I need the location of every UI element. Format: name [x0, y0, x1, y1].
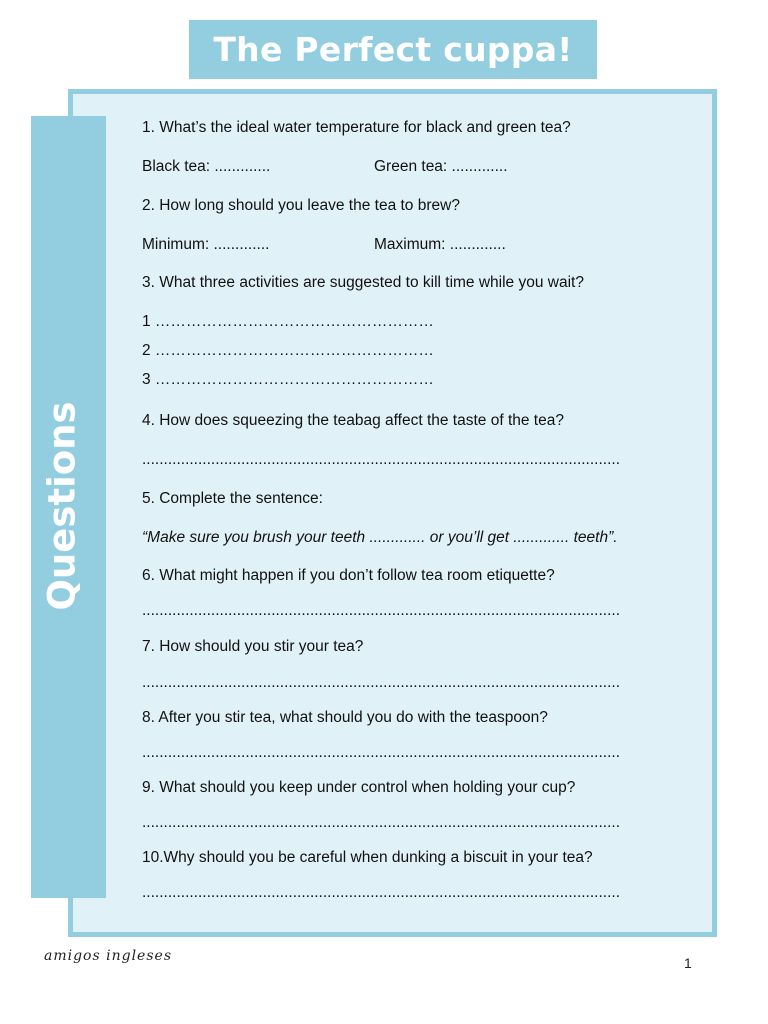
question-9: 9. What should you keep under control when holding your cup?	[142, 779, 576, 796]
page-title: The Perfect cuppa!	[213, 30, 573, 69]
answer-activity-2: 2 ………………………………………………	[142, 342, 434, 359]
question-2: 2. How long should you leave the tea to brew?	[142, 197, 460, 214]
answer-green-tea: Green tea: .............	[374, 158, 508, 175]
answer-minimum: Minimum: .............	[142, 236, 270, 253]
answer-line-10: ...............................................................................................................	[142, 884, 621, 901]
questions-panel	[68, 89, 717, 937]
answer-line-8: ...............................................................................................................	[142, 744, 621, 761]
brand-logo: amigos ingleses	[44, 948, 172, 964]
question-8: 8. After you stir tea, what should you do with the teaspoon?	[142, 709, 548, 726]
answer-activity-1: 1 ………………………………………………	[142, 313, 434, 330]
title-banner	[189, 20, 597, 79]
question-6: 6. What might happen if you don’t follow tea room etiquette?	[142, 567, 555, 584]
question-1: 1. What’s the ideal water temperature for black and green tea?	[142, 119, 571, 136]
question-4: 4. How does squeezing the teabag affect the taste of the tea?	[142, 412, 564, 429]
answer-line-4: ...............................................................................................................	[142, 451, 621, 468]
answer-line-7: ...............................................................................................................	[142, 674, 621, 691]
sentence-to-complete: “Make sure you brush your teeth ............. or you’ll get ............. teeth”.	[142, 529, 618, 546]
answer-line-9: ...............................................................................................................	[142, 814, 621, 831]
page-number: 1	[684, 955, 692, 971]
answer-black-tea: Black tea: .............	[142, 158, 271, 175]
question-3: 3. What three activities are suggested to kill time while you wait?	[142, 274, 584, 291]
answer-activity-3: 3 ………………………………………………	[142, 371, 434, 388]
question-7: 7. How should you stir your tea?	[142, 638, 364, 655]
answer-maximum: Maximum: .............	[374, 236, 506, 253]
answer-line-6: ...............................................................................................................	[142, 602, 621, 619]
question-5: 5. Complete the sentence:	[142, 490, 323, 507]
question-10: 10.Why should you be careful when dunking a biscuit in your tea?	[142, 849, 593, 866]
side-tab-label: Questions	[40, 401, 84, 611]
